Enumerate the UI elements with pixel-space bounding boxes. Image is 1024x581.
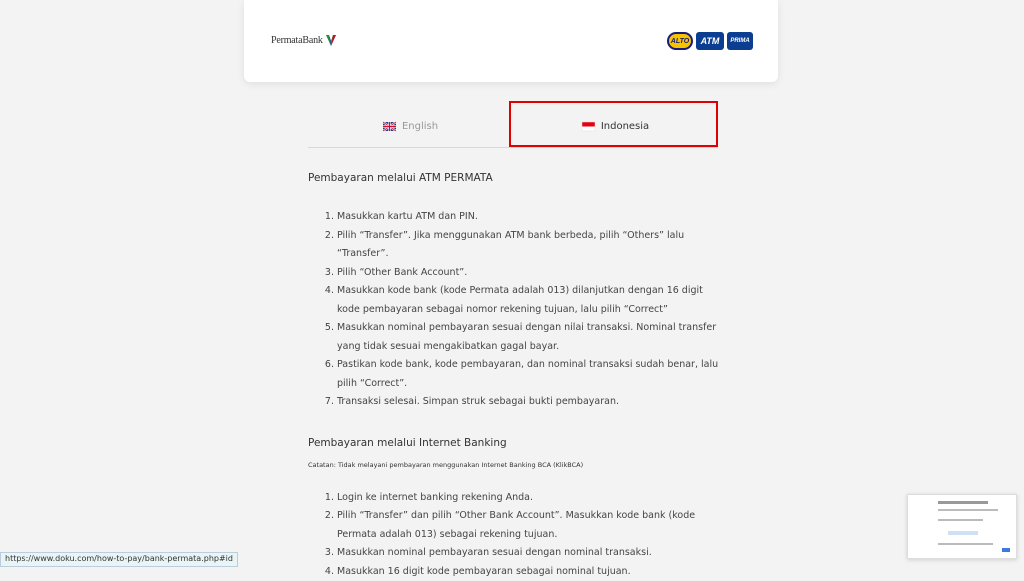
list-item: 6. Pastikan kode bank, kode pembayaran, dan nominal transaksi sudah benar, lalu pilih “Correct”. [337, 356, 720, 393]
steps-list [308, 489, 720, 581]
instructions [308, 172, 720, 581]
steps-list [308, 208, 720, 412]
section-note: Catatan: Tidak melayani pembayaran menggunakan Internet Banking BCA (KlikBCA) [308, 461, 720, 469]
tab-english[interactable] [308, 108, 513, 147]
section-title: Pembayaran melalui ATM PERMATA [308, 172, 720, 184]
logo-text: PermataBank [271, 35, 323, 46]
page-thumbnail-preview[interactable] [907, 494, 1017, 559]
list-item: 7. Transaksi selesai. Simpan struk sebagai bukti pembayaran. [337, 393, 720, 412]
header-card [244, 0, 778, 82]
alto-logo: ALTO [667, 32, 693, 50]
status-bar-url: https://www.doku.com/how-to-pay/bank-permata.php#id [0, 552, 238, 567]
tab-english-label: English [402, 121, 438, 132]
list-item: 1. Login ke internet banking rekening Anda. [337, 489, 720, 508]
list-item: 3. Masukkan nominal pembayaran sesuai dengan nominal transaksi. [337, 544, 720, 563]
permata-bank-logo[interactable] [271, 33, 338, 47]
indonesia-flag-icon [582, 122, 595, 131]
tab-indonesia[interactable] [513, 108, 718, 147]
list-item: 1. Masukkan kartu ATM dan PIN. [337, 208, 720, 227]
section-atm [308, 172, 720, 412]
atm-bersama-logo: ATM [696, 32, 724, 50]
section-internet-banking [308, 437, 720, 581]
language-tabs [308, 108, 718, 148]
uk-flag-icon [383, 122, 396, 131]
section-title: Pembayaran melalui Internet Banking [308, 437, 720, 449]
tab-indonesia-label: Indonesia [601, 121, 649, 132]
list-item: 4. Masukkan kode bank (kode Permata adalah 013) dilanjutkan dengan 16 digit kode pembayaran sebagai nomor rekening tujuan, lalu pilih “Correct” [337, 282, 720, 319]
list-item: 2. Pilih “Transfer”. Jika menggunakan ATM bank berbeda, pilih “Others” lalu “Transfer”. [337, 227, 720, 264]
permata-logo-icon [324, 33, 338, 47]
list-item: 3. Pilih “Other Bank Account”. [337, 264, 720, 283]
atm-network-logos [667, 32, 753, 50]
list-item: 5. Masukkan nominal pembayaran sesuai dengan nilai transaksi. Nominal transfer yang tidak sesuai mengakibatkan gagal bayar. [337, 319, 720, 356]
list-item: 4. Masukkan 16 digit kode pembayaran sebagai nominal tujuan. [337, 563, 720, 581]
prima-logo: PRIMA [727, 32, 753, 50]
list-item: 2. Pilih “Transfer” dan pilih “Other Bank Account”. Masukkan kode bank (kode Permata adalah 013) sebagai rekening tujuan. [337, 507, 720, 544]
